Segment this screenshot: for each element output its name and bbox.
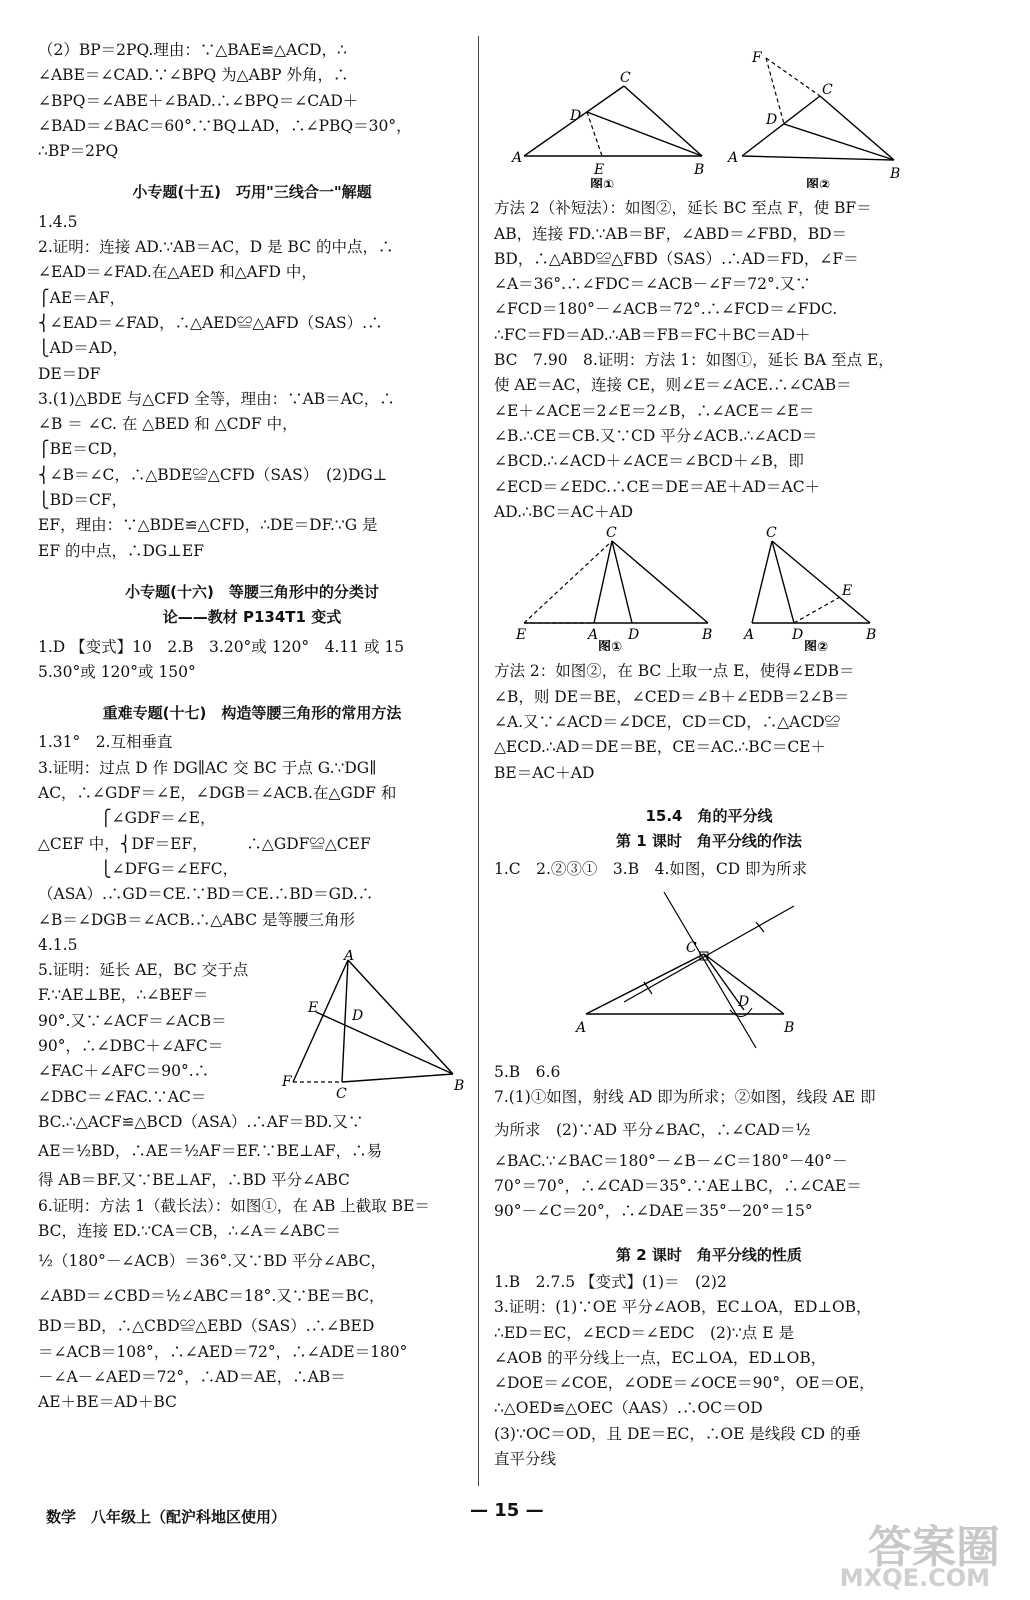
text-line: ∴ED＝EC，∠ECD＝∠EDC (2)∵点 E 是 [494,1323,794,1342]
watermark-logo: 答案圈 [868,1522,1000,1573]
text-line: BC，连接 ED.∵CA＝CB，∴∠A＝∠ABC＝ [38,1221,342,1240]
section-heading-16b: 论——教材 P134T1 变式 [162,608,342,627]
figure-1-top [510,70,704,188]
text-line: 1.31° 2.互相垂直 [38,733,173,752]
figure-pair-top [494,38,924,188]
text-line: 直平分线 [494,1449,557,1468]
svg-text:C: C [606,525,617,542]
lesson-1-heading: 第 1 课时 角平分线的作法 [616,832,802,851]
text-line: ∠ECD＝∠EDC.∴CE＝DE＝AE＋AD＝AC＋ [494,477,821,496]
lesson-1-block [494,857,924,882]
svg-text:B: B [694,162,705,178]
svg-text:F: F [752,50,762,66]
text-line: 2.证明：连接 AD.∵AB＝AC，D 是 BC 的中点，∴ [38,238,394,257]
method-2b-block [494,659,924,785]
text-line: ∠DBC＝∠FAC.∵AC＝ [38,1087,207,1106]
svg-text:B: B [454,1078,465,1095]
text-line: 得 AB＝BF.又∵BE⊥AF，∴BD 平分∠ABC [38,1171,350,1190]
svg-text:B: B [702,627,713,644]
text-line: ∠A.又∵∠ACD＝∠DCE，CD＝CD，∴△ACD≌ [494,713,841,732]
text-line: ⎧∠GDF＝∠E， [38,809,216,828]
text-line: 5.30°或 120°或 150° [38,662,196,681]
svg-text:B: B [866,627,877,644]
text-line: AE＋BE＝AD＋BC [38,1393,177,1412]
text-line: 1.4.5 [38,212,78,231]
q5-block [38,950,466,1110]
page-number: — 15 — [470,1500,544,1521]
text-line: ∠DOE＝∠COE，∠ODE＝∠OCE＝90°，OE＝OE， [494,1374,875,1393]
svg-text:A: A [344,950,355,965]
text-line: ∠EAD＝∠FAD.在△AED 和△AFD 中， [38,263,317,282]
text-line: ∠BAD＝∠BAC＝60°.∵BQ⊥AD，∴∠PBQ＝30°， [38,116,412,135]
q5-triangle-figure [278,950,468,1110]
right-column [494,38,924,1472]
text-line: ∠B，则 DE＝BE，∠CED＝∠B＋∠EDB＝2∠B＝ [494,687,850,706]
text-line: ½（180°－∠ACB）＝36°.又∵BD 平分∠ABC， [38,1252,387,1271]
footer-subject: 数学 八年级上（配沪科地区使用） [46,1508,287,1526]
svg-text:D: D [628,627,640,644]
svg-text:B: B [890,166,901,182]
figure-caption: 图② [806,178,831,188]
text-line: AD.∴BC＝AC＋AD [494,502,634,521]
lesson-2-block [494,1270,924,1472]
text-line: AE＝½BD，∴AE＝½AF＝EF.∵BE⊥AF，∴易 [38,1142,383,1161]
text-line: －∠A－∠AED＝72°，∴AD＝AE，∴AB＝ [38,1367,346,1386]
text-line: 5.B 6.6 [494,1063,561,1082]
text-line: ＝∠ACB＝108°，∴∠AED＝72°，∴∠ADE＝180° [38,1342,408,1361]
text-line: DE＝DF [38,364,101,383]
text-line: BD，∴△ABD≌△FBD（SAS）.∴AD＝FD，∠F＝ [494,249,859,268]
text-line: ⎧AE＝AF， [38,288,126,307]
text-line: 方法 2（补短法）：如图②，延长 BC 至点 F，使 BF＝ [494,199,872,218]
text-line: 3.证明：过点 D 作 DG∥AC 交 BC 于点 G.∵DG∥ [38,758,377,777]
text-line: ∠BAC.∵∠BAC＝180°－∠B－∠C＝180°－40°－ [494,1151,848,1170]
text-line: ∠BCD.∴∠ACD＋∠ACE＝∠BCD＋∠B，即 [494,452,804,471]
svg-text:D: D [570,108,582,124]
section-heading-17: 重难专题(十七) 构造等腰三角形的常用方法 [102,704,402,723]
text-line: △CEF 中，⎨DF＝EF， ∴△GDF≌△CEF [38,834,371,853]
text-line: ∠B＝∠DGB＝∠ACB.∴△ABC 是等腰三角形 [38,910,356,929]
text-line: 90°－∠C＝20°，∴∠DAE＝35°－20°＝15° [494,1202,813,1221]
svg-text:A: A [588,627,599,644]
svg-text:E: E [842,583,853,600]
text-line: 1.B 2.7.5 【变式】(1)＝ (2)2 [494,1272,727,1291]
text-line: ⎧BE＝CD， [38,440,128,459]
text-line: ∠FCD＝180°－∠ACB＝72°.∴∠FCD＝∠FDC. [494,300,838,319]
figure-caption: 图① [598,640,623,652]
svg-text:C: C [766,525,777,542]
text-line: EF 的中点，∴DG⊥EF [38,541,204,560]
section-16 [38,635,466,686]
figure-caption: 图① [590,178,615,188]
section-heading-15: 小专题(十五) 巧用"三线合一"解题 [132,183,372,202]
svg-text:D: D [792,627,804,644]
svg-text:A: A [728,150,739,166]
text-line: 5.证明：延长 AE，BC 交于点 [38,961,249,980]
text-line: 4.1.5 [38,935,78,954]
section-17-more [38,1110,466,1415]
text-line: 90°.又∵∠ACF＝∠ACB＝ [38,1011,227,1030]
text-line: ∠ABD＝∠CBD＝½∠ABC＝18°.又∵BE＝BC， [38,1287,385,1306]
lesson-2-heading: 第 2 课时 角平分线的性质 [616,1245,802,1264]
svg-text:D: D [738,993,750,1010]
svg-text:A: A [744,627,755,644]
text-line: 方法 2：如图②，在 BC 上取一点 E，使得∠EDB＝ [494,662,855,681]
column-divider [478,36,479,1486]
svg-text:E: E [594,162,605,178]
text-line: ⎩AD＝AD， [38,339,128,358]
text-line: 为所求 (2)∵AD 平分∠BAC，∴∠CAD＝½ [494,1120,811,1139]
text-line: 3.证明：(1)∵OE 平分∠AOB，EC⊥OA，ED⊥OB， [494,1298,872,1317]
svg-text:E: E [516,627,527,644]
text-line: (3)∵OC＝OD，且 DE＝EC，∴OE 是线段 CD 的垂 [494,1424,861,1443]
text-line: ∠BPQ＝∠ABE＋∠BAD.∴∠BPQ＝∠CAD＋ [38,91,359,110]
q5-text [38,958,268,1110]
text-line: ∠A＝36°.∴∠FDC＝∠ACB－∠F＝72°.又∵ [494,275,811,294]
section-heading-16a: 小专题(十六) 等腰三角形中的分类讨 [125,582,379,601]
text-line: BD＝BD，∴△CBD≌△EBD（SAS）.∴∠BED [38,1317,375,1336]
method-2-block [494,196,924,525]
svg-text:C: C [822,82,833,98]
text-line: 6.证明：方法 1（截长法）：如图①，在 AB 上截取 BE＝ [38,1196,430,1215]
svg-text:C: C [620,70,631,86]
text-line: 3.(1)△BDE 与△CFD 全等，理由：∵AB＝AC，∴ [38,389,395,408]
svg-text:B: B [784,1019,795,1036]
text-line: ∠B.∴CE＝CB.又∵CD 平分∠ACB.∴∠ACD＝ [494,426,818,445]
figure-1-mid [515,525,712,651]
angle-bisector-construction-figure [494,882,924,1052]
text-line: ∴FC＝FD＝AD.∴AB＝FB＝FC＋BC＝AD＋ [494,325,811,344]
top-block [38,38,466,164]
text-line: 使 AE＝AC，连接 CE，则∠E＝∠ACE.∴∠CAB＝ [494,376,852,395]
text-line: ⎩BD＝CF， [38,491,128,510]
text-line: 7.(1)①如图，射线 AD 即为所求；②如图，线段 AE 即 [494,1088,876,1107]
text-line: 1.D 【变式】10 2.B 3.20°或 120° 4.11 或 15 [38,637,405,656]
text-line: 1.C 2.②③① 3.B 4.如图，CD 即为所求 [494,859,808,878]
text-line: ∴BP＝2PQ [38,142,119,161]
text-line: ∴△OED≌△OEC（AAS）.∴OC＝OD [494,1399,763,1418]
text-line: ∠B ＝ ∠C. 在 △BED 和 △CDF 中， [38,415,298,434]
text-line: ⎨∠B＝∠C，∴△BDE≌△CFD（SAS） (2)DG⊥ [38,465,388,484]
figure-2-top [726,50,900,188]
text-line: BC 7.90 8.证明：方法 1：如图①，延长 BA 至点 E， [494,351,894,370]
text-line: BE＝AC＋AD [494,763,595,782]
svg-text:D: D [352,1008,364,1025]
section-heading-15-4: 15.4 角的平分线 [645,806,773,825]
text-line: F.∵AE⊥BE，∴∠BEF＝ [38,986,209,1005]
text-line: ⎩∠DFG＝∠EFC， [38,859,239,878]
svg-text:D: D [766,112,778,128]
text-line: 90°，∴∠DBC＋∠AFC＝ [38,1036,224,1055]
text-line: ∠FAC＋∠AFC＝90°.∴ [38,1062,210,1081]
section-15 [38,210,466,564]
svg-text:A: A [512,150,523,166]
text-line: BC.∴△ACF≌△BCD（ASA）.∴AF＝BD.又∵ [38,1113,364,1132]
svg-text:E: E [308,1000,319,1017]
svg-text:C: C [686,939,697,956]
svg-text:A: A [576,1019,587,1036]
section-17 [38,730,466,958]
figure-pair-mid [494,525,924,651]
figure-2-mid [742,525,876,651]
text-line: （ASA）.∴GD＝CE.∵BD＝CE.∴BD＝GD.∴ [38,885,374,904]
text-line: △ECD.∴AD＝DE＝BE，CE＝AC.∴BC＝CE＋ [494,738,827,757]
text-line: AB，连接 FD.∵AB＝BF，∠ABD＝∠FBD，BD＝ [494,224,848,243]
left-column [38,38,466,1415]
watermark-url: MXQE.COM [839,1564,990,1592]
text-line: ∠E＋∠ACE＝2∠E＝2∠B，∴∠ACE＝∠E＝ [494,401,815,420]
figure-caption: 图② [804,640,829,652]
text-line: （2）BP＝2PQ.理由：∵△BAE≌△ACD，∴ [38,41,347,59]
text-line: 70°＝70°，∴∠CAD＝35°.∵AE⊥BC，∴∠CAE＝ [494,1177,862,1196]
text-line: AC，∴∠GDF＝∠E，∠DGB＝∠ACB.在△GDF 和 [38,784,397,803]
text-line: ∠AOB 的平分线上一点，EC⊥OA，ED⊥OB， [494,1348,827,1367]
text-line: EF，理由：∵△BDE≌△CFD，∴DE＝DF.∵G 是 [38,516,378,535]
svg-text:F: F [282,1074,292,1091]
text-line: ⎨∠EAD＝∠FAD，∴△AED≌△AFD（SAS）.∴ [38,313,383,332]
text-line: ∠ABE＝∠CAD.∵∠BPQ 为△ABP 外角，∴ [38,66,349,85]
lesson-1-more [494,1060,924,1224]
svg-text:C: C [336,1086,347,1103]
